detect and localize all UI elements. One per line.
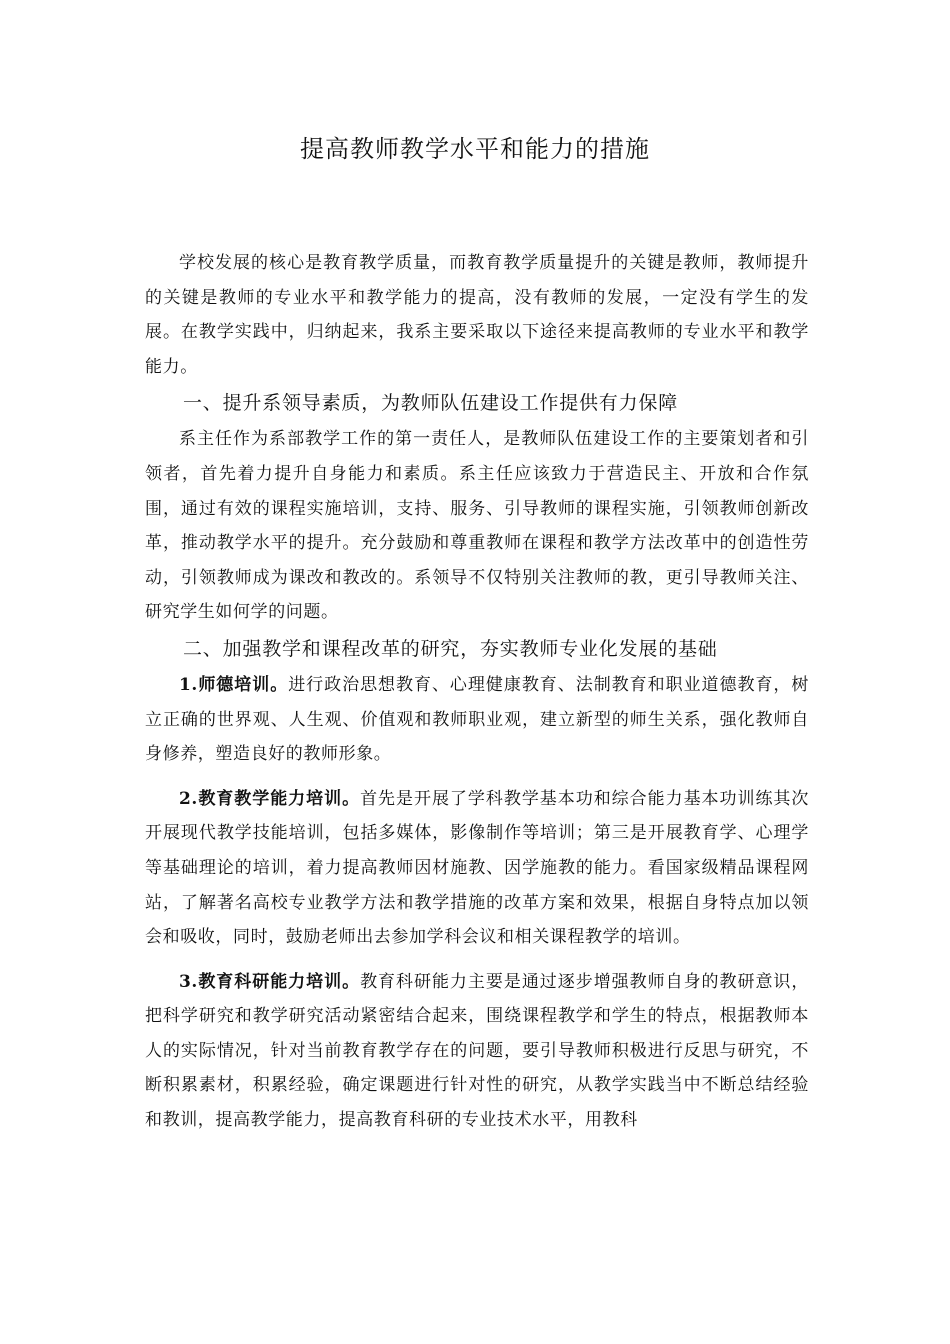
item-1-lead: 1.师德培训。	[179, 674, 289, 695]
document-body	[145, 246, 809, 1138]
section-2-heading: 二、加强教学和课程改革的研究，夯实教师专业化发展的基础	[183, 637, 718, 660]
intro-paragraph: 学校发展的核心是教育教学质量，而教育教学质量提升的关键是教师，教师提升的关键是教师的专业水平和教学能力的提高，没有教师的发展，一定没有学生的发展。在教学实践中，归纳起来，我系主要采取以下途径来提高教师的专业水平和教学能力。	[145, 253, 809, 377]
item-2-paragraph	[145, 782, 809, 955]
item-1-paragraph	[145, 668, 809, 772]
section-1-heading: 一、提升系领导素质，为教师队伍建设工作提供有力保障	[183, 392, 679, 415]
item-2-text: 首先是开展了学科教学基本功和综合能力基本功训练其次开展现代教学技能培训，包括多媒体，影像制作等培训；第三是开展教育学、心理学等基础理论的培训，着力提高教师因材施教、因学施教的能力。看国家级精品课程网站，了解著名高校专业教学方法和教学措施的改革方案和效果，根据自身特点加以领会和吸收，同时，鼓励老师出去参加学科会议和相关课程教学的培训。	[145, 788, 809, 948]
item-1-text: 进行政治思想教育、心理健康教育、法制教育和职业道德教育，树立正确的世界观、人生观、价值观和教师职业观，建立新型的师生关系，强化教师自身修养，塑造良好的教师形象。	[145, 674, 809, 765]
item-3-text: 教育科研能力主要是通过逐步增强教师自身的教研意识，把科学研究和教学研究活动紧密结合起来，围绕课程教学和学生的特点，根据教师本人的实际情况，针对当前教育教学存在的问题，要引导教师积极进行反思与研究，不断积累素材，积累经验，确定课题进行针对性的研究，从教学实践当中不断总结经验和教训，提高教学能力，提高教育科研的专业技术水平，用教科	[145, 971, 809, 1131]
item-3-lead: 3.教育科研能力培训。	[179, 971, 361, 992]
section-1-paragraph: 系主任作为系部教学工作的第一责任人，是教师队伍建设工作的主要策划者和引领者，首先着力提升自身能力和素质。系主任应该致力于营造民主、开放和合作氛围，通过有效的课程实施培训，支持、服务、引导教师的课程实施，引领教师创新改革，推动教学水平的提升。充分鼓励和尊重教师在课程和教学方法改革中的创造性劳动，引领教师成为课改和教改的。系领导不仅特别关注教师的教，更引导教师关注、研究学生如何学的问题。	[145, 429, 809, 623]
document-title: 提高教师教学水平和能力的措施	[300, 135, 650, 163]
item-3-paragraph	[145, 965, 809, 1138]
item-2-lead: 2.教育教学能力培训。	[179, 788, 361, 809]
